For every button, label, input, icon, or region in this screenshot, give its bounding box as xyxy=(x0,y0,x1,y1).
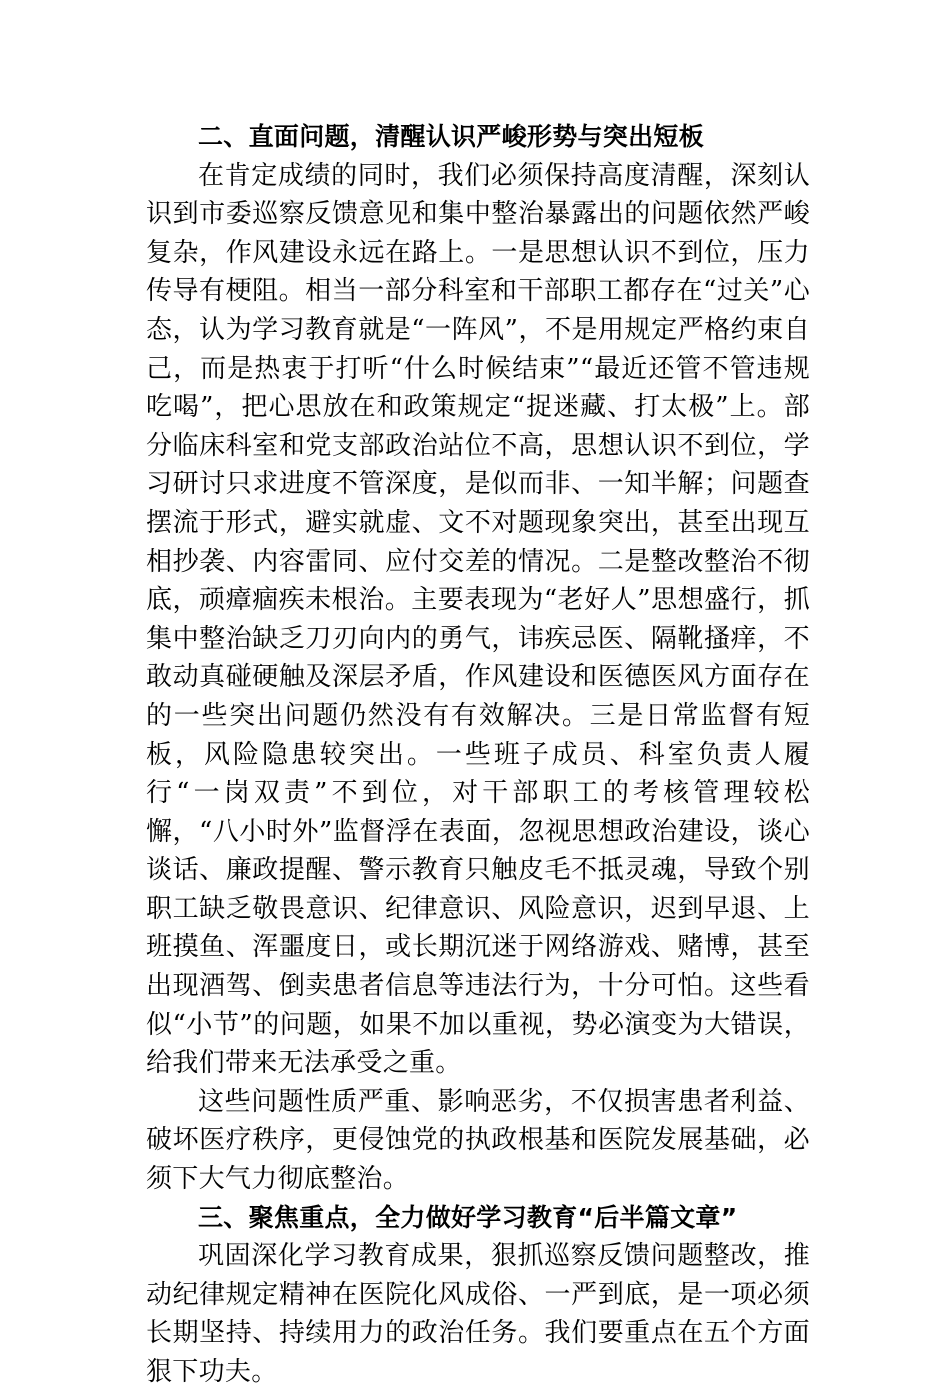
paragraph-problems: 在肯定成绩的同时，我们必须保持高度清醒，深刻认识到市委巡察反馈意见和集中整治暴露出的问题依然严峻复杂，作风建设永远在路上。一是思想认识不到位，压力传导有梗阻。相当一部分科室和干部职工都存在“过关”心态，认为学习教育就是“一阵风”，不是用规定严格约束自己，而是热衷于打听“什么时候结束”“最近还管不管违规吃喝”，把心思放在和政策规定“捉迷藏、打太极”上。部分临床科室和党支部政治站位不高，思想认识不到位，学习研讨只求进度不管深度，是似而非、一知半解；问题查摆流于形式，避实就虚、文不对题现象突出，甚至出现互相抄袭、内容雷同、应付交差的情况。二是整改整治不彻底，顽瘴痼疾未根治。主要表现为“老好人”思想盛行，抓集中整治缺乏刀刃向内的勇气，讳疾忌医、隔靴搔痒，不敢动真碰硬触及深层矛盾，作风建设和医德医风方面存在的一些突出问题仍然没有有效解决。三是日常监督有短板，风险隐患较突出。一些班子成员、科室负责人履行“一岗双责”不到位，对干部职工的考核管理较松懈，“八小时外”监督浮在表面，忽视思想政治建设，谈心谈话、廉政提醒、警示教育只触皮毛不抵灵魂，导致个别职工缺乏敬畏意识、纪律意识、风险意识，迟到早退、上班摸鱼、浑噩度日，或长期沉迷于网络游戏、赌博，甚至出现酒驾、倒卖患者信息等违法行为，十分可怕。这些看似“小节”的问题，如果不加以重视，势必演变为大错误，给我们带来无法承受之重。 xyxy=(146,160,810,1079)
section-heading-3: 三、聚焦重点，全力做好学习教育“后半篇文章” xyxy=(198,1202,738,1232)
document-body xyxy=(146,118,810,1392)
paragraph-focus: 巩固深化学习教育成果，狠抓巡察反馈问题整改，推动纪律规定精神在医院化风成俗、一严到底，是一项必须长期坚持、持续用力的政治任务。我们要重点在五个方面狠下功夫。 xyxy=(146,1241,810,1387)
paragraph-severity: 这些问题性质严重、影响恶劣，不仅损害患者利益、破坏医疗秩序，更侵蚀党的执政根基和医院发展基础，必须下大气力彻底整治。 xyxy=(146,1086,810,1195)
section-heading-2: 二、直面问题，清醒认识严峻形势与突出短板 xyxy=(198,122,705,151)
